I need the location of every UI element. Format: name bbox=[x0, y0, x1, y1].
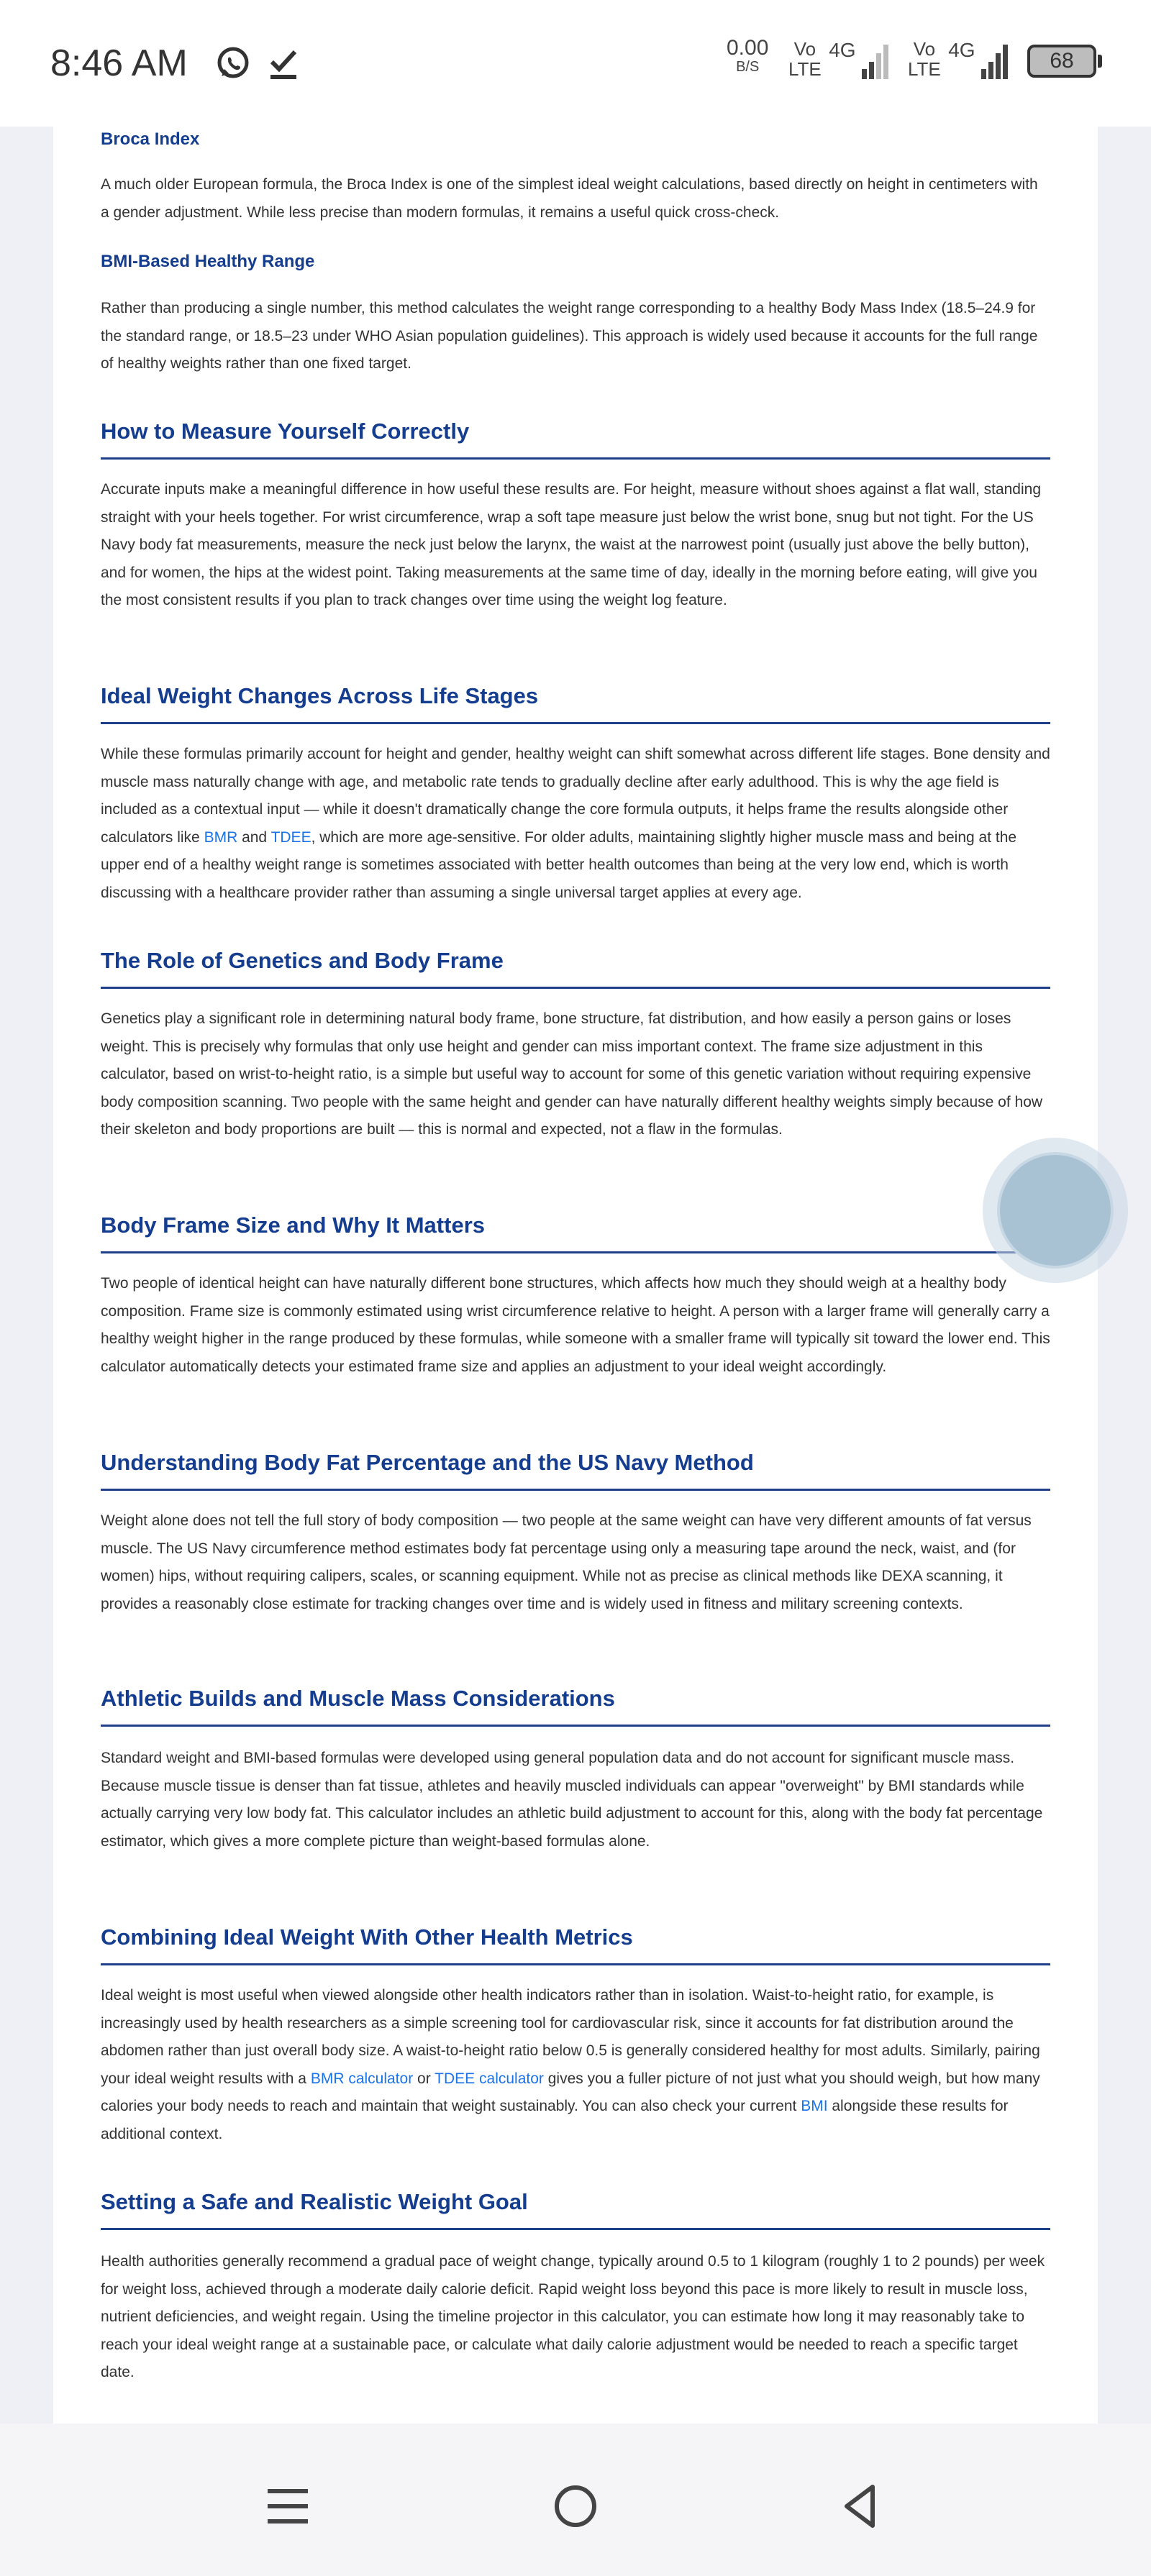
sim1-signal: Vo LTE 4G bbox=[788, 39, 889, 79]
tdee-link[interactable]: TDEE bbox=[270, 828, 311, 846]
bmi-link[interactable]: BMI bbox=[801, 2098, 828, 2114]
frame-size-text: Two people of identical height can have naturally different bone structures, which affects how much they should weigh at a healthy body composition. Frame size is commonly estimated using wrist circumference relative to height. A person with a larger frame will generally carry a healthy weight higher in the range produced by these formulas, while someone with a smaller frame will typically sit toward the lower end. This calculator automatically detects your estimated frame size and applies an adjustment to your ideal weight accordingly. bbox=[101, 1275, 1050, 1375]
life-stages-heading: Ideal Weight Changes Across Life Stages bbox=[101, 683, 1050, 724]
life-stages-text: While these formulas primarily account for height and gender, healthy weight can shift somewhat across different life stages. Bone density and muscle mass naturally change with age, and metabolic rate tends to gradually decline after early adulthood. This is why the age field is included as a contextual input — while it doesn't dramatically change the core formula outputs, it helps frame the results alongside other calculators like BMR and TDEE, which are more age-sensitive. For older adults, maintaining slightly higher muscle mass and being at the upper end of a healthy weight range is sometimes associated with better health outcomes than being at the very low end, which is worth discussing with a healthcare provider rather than assuming a single universal target applies at every age. bbox=[101, 746, 1050, 901]
signal-icon bbox=[862, 43, 889, 79]
article-page bbox=[53, 127, 1098, 2424]
genetics-heading: The Role of Genetics and Body Frame bbox=[101, 948, 1050, 989]
weight-goal-heading: Setting a Safe and Realistic Weight Goal bbox=[101, 2189, 1050, 2230]
recent-apps-icon bbox=[265, 2483, 311, 2529]
back-button[interactable] bbox=[820, 2467, 899, 2546]
home-icon bbox=[550, 2481, 601, 2531]
combining-text: Ideal weight is most useful when viewed alongside other health indicators rather than in isolation. Waist-to-height ratio, for example, is increasingly used by health researchers as a simple screening tool for cardiovascular risk, since it accounts for fat distribution around the abdomen rather than just overall body size. A waist-to-height ratio below 0.5 is generally considered healthy for most adults. Similarly, pairing your ideal weight results with a BMR calculator or TDEE calculator gives you a fuller picture of not just what you should weigh, but how many calories your body needs to reach and maintain that weight sustainably. You can also check your current BMI alongside these results for additional context. bbox=[101, 1987, 1040, 2142]
bmi-range-heading: BMI-Based Healthy Range bbox=[101, 252, 315, 271]
athletic-heading: Athletic Builds and Muscle Mass Considerations bbox=[101, 1686, 1050, 1727]
battery-tip bbox=[1098, 55, 1102, 68]
measure-heading: How to Measure Yourself Correctly bbox=[101, 419, 1050, 460]
recent-apps-button[interactable] bbox=[248, 2467, 327, 2546]
back-icon bbox=[837, 2481, 883, 2531]
broca-index-heading: Broca Index bbox=[101, 129, 200, 149]
floating-action-button[interactable] bbox=[997, 1152, 1114, 1269]
combining-heading: Combining Ideal Weight With Other Health Metrics bbox=[101, 1924, 1050, 1965]
home-button[interactable] bbox=[536, 2467, 615, 2546]
signal-icon bbox=[981, 43, 1009, 79]
bmr-link[interactable]: BMR bbox=[204, 828, 238, 846]
clock: 8:46 AM bbox=[50, 42, 188, 84]
body-fat-text: Weight alone does not tell the full story of body composition — two people at the same weight can have very different amounts of fat versus muscle. The US Navy circumference method estimates body fat percentage using only a measuring tape around the neck, waist, and (for women) hips, without requiring calipers, scales, or scanning equipment. While not as precise as clinical methods like DEXA scanning, it provides a reasonably close estimate for tracking changes over time and is widely used in fitness and military screening contexts. bbox=[101, 1512, 1032, 1612]
status-bar bbox=[0, 0, 1151, 127]
measure-text: Accurate inputs make a meaningful difference in how useful these results are. For height, measure without shoes against a flat wall, standing straight with your heels together. For wrist circumference, wrap a soft tape measure just below the wrist bone, snug but not tight. For the US Navy body fat measurements, measure the neck just below the larynx, the waist at the narrowest point (usually just above the belly button), and for women, the hips at the widest point. Taking measurements at the same time of day, ideally in the morning before eating, will give you the most consistent results if you plan to track changes over time using the weight log feature. bbox=[101, 481, 1042, 608]
bmi-range-text: Rather than producing a single number, this method calculates the weight range corresponding to a healthy Body Mass Index (18.5–24.9 for the standard range, or 18.5–23 under WHO Asian population guidelines). This approach is widely used because it accounts for the full range of healthy weights rather than one fixed target. bbox=[101, 300, 1038, 372]
sim2-signal: Vo LTE 4G bbox=[908, 39, 1009, 79]
navigation-bar bbox=[0, 2424, 1151, 2576]
bmr-calculator-link[interactable]: BMR calculator bbox=[310, 2070, 414, 2087]
body-fat-heading: Understanding Body Fat Percentage and the US Navy Method bbox=[101, 1450, 1050, 1491]
weight-goal-text: Health authorities generally recommend a gradual pace of weight change, typically around 0.5 to 1 kilogram (roughly 1 to 2 pounds) per week for weight loss, achieved through a moderate daily calorie deficit. Rapid weight loss beyond this pace is more likely to result in muscle loss, nutrient deficiencies, and weight regain. Using the timeline projector in this calculator, you can estimate how long it may reasonably take to reach your ideal weight range at a sustainable pace, or calculate what daily calorie adjustment would be needed to reach a specific target date. bbox=[101, 2253, 1045, 2380]
whatsapp-icon bbox=[213, 43, 253, 83]
broca-index-text: A much older European formula, the Broca Index is one of the simplest ideal weight calculations, based directly on height in centimeters with a gender adjustment. While less precise than modern formulas, it remains a useful quick cross-check. bbox=[101, 176, 1038, 221]
athletic-text: Standard weight and BMI-based formulas were developed using general population data and do not account for significant muscle mass. Because muscle tissue is denser than fat tissue, athletes and heavily muscled individuals can appear "overweight" by BMI standards while actually carrying very low body fat. This calculator includes an athletic build adjustment to account for this, along with the body fat percentage estimator, which gives a more complete picture than weight-based formulas alone. bbox=[101, 1750, 1043, 1850]
tdee-calculator-link[interactable]: TDEE calculator bbox=[435, 2070, 544, 2087]
frame-size-heading: Body Frame Size and Why It Matters bbox=[101, 1212, 1050, 1253]
network-speed: 0.00 B/S bbox=[727, 36, 769, 75]
genetics-text: Genetics play a significant role in determining natural body frame, bone structure, fat distribution, and how easily a person gains or loses weight. This is precisely why formulas that only use height and gender can miss important context. The frame size adjustment in this calculator, based on wrist-to-height ratio, is a simple but useful way to account for some of this genetic variation without requiring expensive body composition scanning. Two people with the same height and gender can have naturally different healthy weights simply because of how their skeleton and body proportions are built — this is normal and expected, not a flaw in the formulas. bbox=[101, 1010, 1043, 1138]
check-download-icon bbox=[265, 43, 305, 83]
battery-icon: 68 bbox=[1027, 45, 1096, 78]
